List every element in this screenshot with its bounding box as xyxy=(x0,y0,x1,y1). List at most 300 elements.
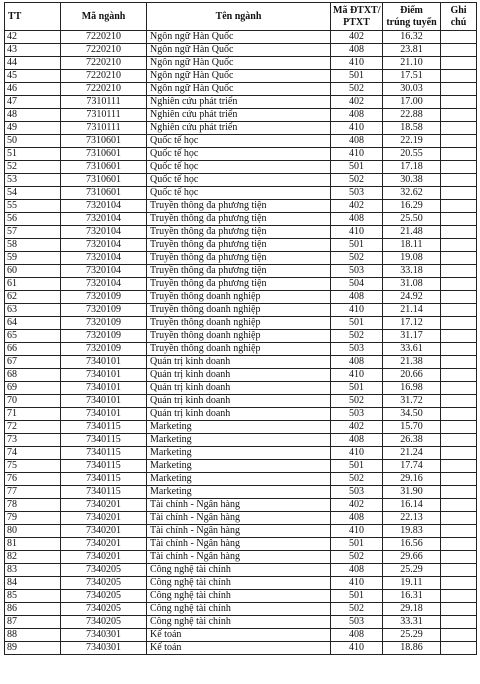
cell-ma-nganh: 7340201 xyxy=(61,538,147,551)
cell-ghi-chu xyxy=(441,213,477,226)
cell-ma-dtxt: 501 xyxy=(331,317,383,330)
cell-ghi-chu xyxy=(441,109,477,122)
cell-ten-nganh: Marketing xyxy=(147,460,331,473)
cell-diem: 33.18 xyxy=(383,265,441,278)
cell-ma-nganh: 7340115 xyxy=(61,447,147,460)
cell-ma-dtxt: 410 xyxy=(331,57,383,70)
cell-diem: 21.38 xyxy=(383,356,441,369)
cell-ma-dtxt: 410 xyxy=(331,122,383,135)
cell-diem: 30.03 xyxy=(383,83,441,96)
header-diem-line2: trúng tuyển xyxy=(386,16,437,28)
table-row xyxy=(5,96,477,109)
cell-ten-nganh: Truyền thông đa phương tiện xyxy=(147,265,331,278)
cell-ma-nganh: 7220210 xyxy=(61,31,147,44)
cell-tt: 61 xyxy=(5,278,61,291)
cell-ten-nganh: Kế toán xyxy=(147,629,331,642)
cell-ten-nganh: Truyền thông đa phương tiện xyxy=(147,226,331,239)
cell-tt: 65 xyxy=(5,330,61,343)
cell-diem: 17.51 xyxy=(383,70,441,83)
cell-ghi-chu xyxy=(441,291,477,304)
cell-ten-nganh: Truyền thông đa phương tiện xyxy=(147,200,331,213)
cell-ghi-chu xyxy=(441,304,477,317)
table-row xyxy=(5,252,477,265)
cell-tt: 89 xyxy=(5,642,61,655)
cell-ghi-chu xyxy=(441,551,477,564)
header-ma-dtxt-line2: PTXT xyxy=(343,16,370,28)
table-row xyxy=(5,226,477,239)
table-row xyxy=(5,44,477,57)
table-row xyxy=(5,642,477,655)
cell-ma-dtxt: 501 xyxy=(331,538,383,551)
cell-ten-nganh: Quản trị kinh doanh xyxy=(147,382,331,395)
table-row xyxy=(5,161,477,174)
cell-ma-dtxt: 504 xyxy=(331,278,383,291)
cell-diem: 22.88 xyxy=(383,109,441,122)
cell-ma-nganh: 7340301 xyxy=(61,629,147,642)
cell-ma-nganh: 7220210 xyxy=(61,44,147,57)
table-row xyxy=(5,135,477,148)
cell-ma-nganh: 7320104 xyxy=(61,213,147,226)
cell-diem: 29.66 xyxy=(383,551,441,564)
cell-ma-nganh: 7340115 xyxy=(61,460,147,473)
cell-ma-dtxt: 410 xyxy=(331,226,383,239)
cell-ghi-chu xyxy=(441,265,477,278)
cell-ghi-chu xyxy=(441,629,477,642)
cell-tt: 72 xyxy=(5,421,61,434)
table-row xyxy=(5,278,477,291)
cell-ma-nganh: 7320104 xyxy=(61,226,147,239)
cell-ma-dtxt: 501 xyxy=(331,382,383,395)
cell-ma-dtxt: 503 xyxy=(331,343,383,356)
cell-tt: 73 xyxy=(5,434,61,447)
cell-tt: 47 xyxy=(5,96,61,109)
cell-diem: 21.14 xyxy=(383,304,441,317)
cell-ten-nganh: Nghiên cứu phát triển xyxy=(147,122,331,135)
cell-ghi-chu xyxy=(441,408,477,421)
cell-ma-dtxt: 408 xyxy=(331,213,383,226)
cell-tt: 74 xyxy=(5,447,61,460)
cell-diem: 33.61 xyxy=(383,343,441,356)
table-row xyxy=(5,304,477,317)
cell-ma-dtxt: 410 xyxy=(331,304,383,317)
cell-ten-nganh: Marketing xyxy=(147,447,331,460)
cell-tt: 84 xyxy=(5,577,61,590)
cell-diem: 15.70 xyxy=(383,421,441,434)
cell-tt: 64 xyxy=(5,317,61,330)
cell-ma-nganh: 7340201 xyxy=(61,499,147,512)
cell-ten-nganh: Ngôn ngữ Hàn Quốc xyxy=(147,70,331,83)
cell-ma-nganh: 7310111 xyxy=(61,122,147,135)
cell-diem: 16.29 xyxy=(383,200,441,213)
cell-tt: 63 xyxy=(5,304,61,317)
table-header xyxy=(5,3,477,31)
cell-tt: 67 xyxy=(5,356,61,369)
cell-diem: 19.11 xyxy=(383,577,441,590)
cell-ma-dtxt: 408 xyxy=(331,135,383,148)
cell-diem: 18.11 xyxy=(383,239,441,252)
cell-ghi-chu xyxy=(441,421,477,434)
cell-ghi-chu xyxy=(441,616,477,629)
cell-ma-nganh: 7340205 xyxy=(61,616,147,629)
cell-ma-dtxt: 503 xyxy=(331,265,383,278)
cell-tt: 43 xyxy=(5,44,61,57)
cell-ma-nganh: 7220210 xyxy=(61,57,147,70)
header-diem-line1: Điểm xyxy=(400,4,423,16)
cell-ma-dtxt: 502 xyxy=(331,330,383,343)
table-row xyxy=(5,564,477,577)
cell-diem: 16.31 xyxy=(383,590,441,603)
header-ma-dtxt-line1: Mã ĐTXT/ xyxy=(333,4,381,16)
table-row xyxy=(5,603,477,616)
cell-diem: 16.14 xyxy=(383,499,441,512)
cell-ma-dtxt: 502 xyxy=(331,252,383,265)
cell-ghi-chu xyxy=(441,187,477,200)
cell-ghi-chu xyxy=(441,31,477,44)
cell-tt: 85 xyxy=(5,590,61,603)
cell-ma-dtxt: 501 xyxy=(331,70,383,83)
cell-tt: 80 xyxy=(5,525,61,538)
table-row xyxy=(5,512,477,525)
cell-ma-nganh: 7340101 xyxy=(61,395,147,408)
cell-ghi-chu xyxy=(441,343,477,356)
cell-ghi-chu xyxy=(441,460,477,473)
cell-ghi-chu xyxy=(441,96,477,109)
cell-tt: 48 xyxy=(5,109,61,122)
cell-ma-dtxt: 408 xyxy=(331,434,383,447)
cell-tt: 56 xyxy=(5,213,61,226)
cell-ma-dtxt: 501 xyxy=(331,239,383,252)
table-row xyxy=(5,317,477,330)
cell-ma-nganh: 7340301 xyxy=(61,642,147,655)
cell-diem: 19.83 xyxy=(383,525,441,538)
cell-tt: 53 xyxy=(5,174,61,187)
cell-ma-dtxt: 410 xyxy=(331,447,383,460)
cell-ghi-chu xyxy=(441,44,477,57)
cell-tt: 57 xyxy=(5,226,61,239)
cell-ghi-chu xyxy=(441,57,477,70)
cell-ten-nganh: Quốc tế học xyxy=(147,148,331,161)
cell-ghi-chu xyxy=(441,200,477,213)
table-row xyxy=(5,174,477,187)
table-row xyxy=(5,486,477,499)
cell-ten-nganh: Ngôn ngữ Hàn Quốc xyxy=(147,83,331,96)
header-ghi-chu xyxy=(441,3,477,31)
admission-scores-table xyxy=(4,2,477,655)
cell-ten-nganh: Truyền thông đa phương tiện xyxy=(147,278,331,291)
cell-ma-nganh: 7320104 xyxy=(61,278,147,291)
cell-ma-dtxt: 408 xyxy=(331,564,383,577)
cell-ma-dtxt: 410 xyxy=(331,369,383,382)
cell-diem: 21.48 xyxy=(383,226,441,239)
cell-ma-nganh: 7340115 xyxy=(61,473,147,486)
cell-ten-nganh: Ngôn ngữ Hàn Quốc xyxy=(147,31,331,44)
cell-ma-nganh: 7340115 xyxy=(61,434,147,447)
cell-tt: 66 xyxy=(5,343,61,356)
table-row xyxy=(5,83,477,96)
table-row xyxy=(5,356,477,369)
cell-ma-nganh: 7320104 xyxy=(61,252,147,265)
cell-tt: 55 xyxy=(5,200,61,213)
table-row xyxy=(5,538,477,551)
cell-diem: 26.38 xyxy=(383,434,441,447)
cell-ghi-chu xyxy=(441,122,477,135)
cell-ten-nganh: Ngôn ngữ Hàn Quốc xyxy=(147,57,331,70)
cell-ten-nganh: Công nghệ tài chính xyxy=(147,616,331,629)
cell-diem: 20.66 xyxy=(383,369,441,382)
cell-diem: 31.72 xyxy=(383,395,441,408)
cell-ghi-chu xyxy=(441,382,477,395)
cell-ma-dtxt: 402 xyxy=(331,421,383,434)
cell-tt: 76 xyxy=(5,473,61,486)
cell-ghi-chu xyxy=(441,148,477,161)
cell-ma-dtxt: 402 xyxy=(331,96,383,109)
cell-diem: 34.50 xyxy=(383,408,441,421)
cell-ma-nganh: 7320104 xyxy=(61,239,147,252)
cell-tt: 75 xyxy=(5,460,61,473)
cell-ma-nganh: 7310601 xyxy=(61,161,147,174)
cell-ma-dtxt: 502 xyxy=(331,551,383,564)
cell-tt: 62 xyxy=(5,291,61,304)
cell-ten-nganh: Truyền thông doanh nghiệp xyxy=(147,330,331,343)
cell-tt: 82 xyxy=(5,551,61,564)
table-row xyxy=(5,395,477,408)
cell-ten-nganh: Công nghệ tài chính xyxy=(147,577,331,590)
header-ma-nganh: Mã ngành xyxy=(61,3,147,31)
header-row xyxy=(5,3,477,31)
table-row xyxy=(5,343,477,356)
cell-ma-nganh: 7320109 xyxy=(61,343,147,356)
cell-tt: 71 xyxy=(5,408,61,421)
cell-ten-nganh: Marketing xyxy=(147,434,331,447)
cell-ten-nganh: Truyền thông đa phương tiện xyxy=(147,213,331,226)
cell-ghi-chu xyxy=(441,330,477,343)
cell-ma-nganh: 7220210 xyxy=(61,70,147,83)
cell-diem: 24.92 xyxy=(383,291,441,304)
cell-diem: 32.62 xyxy=(383,187,441,200)
cell-ten-nganh: Quốc tế học xyxy=(147,187,331,200)
cell-ma-nganh: 7340205 xyxy=(61,577,147,590)
cell-ten-nganh: Truyền thông doanh nghiệp xyxy=(147,317,331,330)
cell-diem: 31.08 xyxy=(383,278,441,291)
table-row xyxy=(5,291,477,304)
cell-ma-nganh: 7310111 xyxy=(61,96,147,109)
cell-ma-nganh: 7340201 xyxy=(61,525,147,538)
cell-diem: 18.58 xyxy=(383,122,441,135)
cell-tt: 46 xyxy=(5,83,61,96)
cell-ma-nganh: 7320109 xyxy=(61,304,147,317)
cell-tt: 42 xyxy=(5,31,61,44)
cell-ma-nganh: 7340101 xyxy=(61,356,147,369)
cell-ma-nganh: 7310601 xyxy=(61,187,147,200)
cell-diem: 19.08 xyxy=(383,252,441,265)
cell-ten-nganh: Công nghệ tài chính xyxy=(147,564,331,577)
cell-ten-nganh: Quản trị kinh doanh xyxy=(147,395,331,408)
cell-ten-nganh: Tài chính - Ngân hàng xyxy=(147,525,331,538)
cell-ghi-chu xyxy=(441,538,477,551)
table-row xyxy=(5,551,477,564)
cell-diem: 25.50 xyxy=(383,213,441,226)
cell-diem: 18.86 xyxy=(383,642,441,655)
cell-ten-nganh: Quản trị kinh doanh xyxy=(147,369,331,382)
table-row xyxy=(5,577,477,590)
cell-ten-nganh: Tài chính - Ngân hàng xyxy=(147,499,331,512)
table-row xyxy=(5,31,477,44)
cell-diem: 29.16 xyxy=(383,473,441,486)
cell-ma-dtxt: 501 xyxy=(331,161,383,174)
cell-ma-dtxt: 502 xyxy=(331,174,383,187)
table-row xyxy=(5,460,477,473)
cell-diem: 22.19 xyxy=(383,135,441,148)
cell-ma-dtxt: 502 xyxy=(331,473,383,486)
cell-ghi-chu xyxy=(441,356,477,369)
cell-tt: 70 xyxy=(5,395,61,408)
cell-tt: 77 xyxy=(5,486,61,499)
cell-ma-dtxt: 408 xyxy=(331,629,383,642)
table-row xyxy=(5,421,477,434)
cell-ma-dtxt: 410 xyxy=(331,577,383,590)
cell-tt: 69 xyxy=(5,382,61,395)
cell-ma-dtxt: 408 xyxy=(331,512,383,525)
cell-tt: 86 xyxy=(5,603,61,616)
cell-ghi-chu xyxy=(441,135,477,148)
table-row xyxy=(5,122,477,135)
table-row xyxy=(5,187,477,200)
cell-ghi-chu xyxy=(441,434,477,447)
cell-diem: 25.29 xyxy=(383,564,441,577)
cell-diem: 17.18 xyxy=(383,161,441,174)
cell-ten-nganh: Truyền thông đa phương tiện xyxy=(147,252,331,265)
table-row xyxy=(5,629,477,642)
cell-ma-dtxt: 402 xyxy=(331,499,383,512)
table-row xyxy=(5,499,477,512)
cell-tt: 45 xyxy=(5,70,61,83)
cell-diem: 31.17 xyxy=(383,330,441,343)
cell-ten-nganh: Quốc tế học xyxy=(147,161,331,174)
header-ghi-chu-line1: Ghi xyxy=(450,4,467,16)
cell-ma-dtxt: 408 xyxy=(331,356,383,369)
cell-ma-dtxt: 502 xyxy=(331,83,383,96)
table-body xyxy=(5,31,477,655)
cell-ten-nganh: Tài chính - Ngân hàng xyxy=(147,512,331,525)
cell-tt: 54 xyxy=(5,187,61,200)
cell-ten-nganh: Quản trị kinh doanh xyxy=(147,356,331,369)
cell-ma-nganh: 7220210 xyxy=(61,83,147,96)
table-row xyxy=(5,590,477,603)
cell-ten-nganh: Quản trị kinh doanh xyxy=(147,408,331,421)
cell-ten-nganh: Nghiên cứu phát triển xyxy=(147,96,331,109)
cell-diem: 22.13 xyxy=(383,512,441,525)
cell-ma-dtxt: 502 xyxy=(331,395,383,408)
cell-tt: 58 xyxy=(5,239,61,252)
table-row xyxy=(5,330,477,343)
cell-ma-nganh: 7340201 xyxy=(61,512,147,525)
cell-tt: 79 xyxy=(5,512,61,525)
cell-diem: 31.90 xyxy=(383,486,441,499)
cell-tt: 49 xyxy=(5,122,61,135)
cell-ghi-chu xyxy=(441,564,477,577)
cell-ma-nganh: 7340115 xyxy=(61,486,147,499)
cell-ghi-chu xyxy=(441,590,477,603)
cell-ma-nganh: 7340115 xyxy=(61,421,147,434)
cell-ma-nganh: 7320104 xyxy=(61,265,147,278)
cell-ghi-chu xyxy=(441,525,477,538)
cell-ten-nganh: Quốc tế học xyxy=(147,135,331,148)
cell-ma-dtxt: 501 xyxy=(331,590,383,603)
table-row xyxy=(5,434,477,447)
table-row xyxy=(5,265,477,278)
cell-ma-nganh: 7340201 xyxy=(61,551,147,564)
table-row xyxy=(5,239,477,252)
cell-ghi-chu xyxy=(441,512,477,525)
cell-ghi-chu xyxy=(441,603,477,616)
table-row xyxy=(5,525,477,538)
cell-tt: 59 xyxy=(5,252,61,265)
cell-diem: 17.12 xyxy=(383,317,441,330)
cell-ma-nganh: 7310111 xyxy=(61,109,147,122)
cell-ghi-chu xyxy=(441,70,477,83)
table-row xyxy=(5,109,477,122)
cell-ghi-chu xyxy=(441,239,477,252)
cell-ma-dtxt: 408 xyxy=(331,44,383,57)
cell-diem: 16.98 xyxy=(383,382,441,395)
cell-diem: 25.29 xyxy=(383,629,441,642)
cell-ma-dtxt: 408 xyxy=(331,109,383,122)
header-ten-nganh: Tên ngành xyxy=(147,3,331,31)
cell-ma-nganh: 7340101 xyxy=(61,369,147,382)
cell-ten-nganh: Quốc tế học xyxy=(147,174,331,187)
cell-ma-dtxt: 410 xyxy=(331,148,383,161)
header-tt: TT xyxy=(5,3,61,31)
cell-ma-nganh: 7340205 xyxy=(61,590,147,603)
cell-ten-nganh: Công nghệ tài chính xyxy=(147,590,331,603)
cell-ten-nganh: Truyền thông doanh nghiệp xyxy=(147,304,331,317)
cell-ghi-chu xyxy=(441,83,477,96)
cell-ma-dtxt: 503 xyxy=(331,408,383,421)
table-row xyxy=(5,616,477,629)
cell-ghi-chu xyxy=(441,317,477,330)
table-row xyxy=(5,369,477,382)
cell-ma-nganh: 7310601 xyxy=(61,148,147,161)
cell-tt: 78 xyxy=(5,499,61,512)
cell-ghi-chu xyxy=(441,226,477,239)
cell-ten-nganh: Marketing xyxy=(147,473,331,486)
cell-ma-nganh: 7340205 xyxy=(61,603,147,616)
cell-ghi-chu xyxy=(441,447,477,460)
cell-diem: 21.24 xyxy=(383,447,441,460)
cell-diem: 30.38 xyxy=(383,174,441,187)
cell-ma-dtxt: 402 xyxy=(331,31,383,44)
cell-tt: 60 xyxy=(5,265,61,278)
cell-ma-nganh: 7340101 xyxy=(61,382,147,395)
cell-ghi-chu xyxy=(441,395,477,408)
cell-ten-nganh: Truyền thông đa phương tiện xyxy=(147,239,331,252)
cell-ma-nganh: 7320109 xyxy=(61,330,147,343)
cell-diem: 17.74 xyxy=(383,460,441,473)
table-row xyxy=(5,408,477,421)
cell-ghi-chu xyxy=(441,161,477,174)
cell-ma-nganh: 7310601 xyxy=(61,174,147,187)
cell-ma-dtxt: 502 xyxy=(331,603,383,616)
table-row xyxy=(5,213,477,226)
header-ghi-chu-line2: chú xyxy=(450,16,467,28)
table-row xyxy=(5,473,477,486)
cell-diem: 17.00 xyxy=(383,96,441,109)
cell-ma-dtxt: 410 xyxy=(331,525,383,538)
cell-ma-dtxt: 402 xyxy=(331,200,383,213)
cell-ten-nganh: Tài chính - Ngân hàng xyxy=(147,551,331,564)
table-row xyxy=(5,382,477,395)
cell-ma-dtxt: 503 xyxy=(331,616,383,629)
